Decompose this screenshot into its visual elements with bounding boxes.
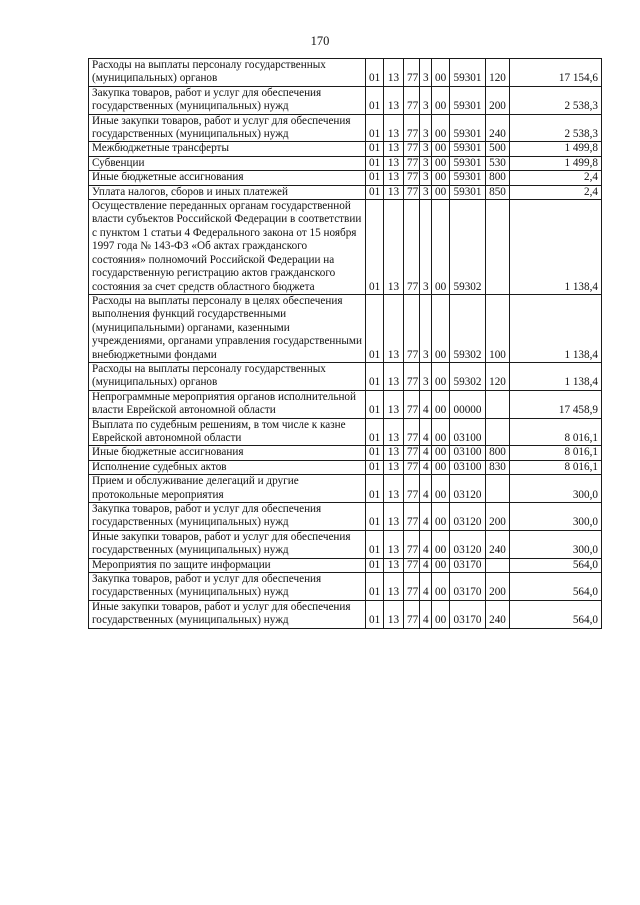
group-code-cell: 00 — [432, 362, 450, 390]
item-code-cell: 59301 — [450, 185, 486, 199]
ministry-code-cell: 01 — [366, 362, 384, 390]
group-code-cell: 00 — [432, 530, 450, 558]
table-row — [89, 171, 602, 185]
subprogram-code-cell: 4 — [420, 600, 432, 628]
subprogram-code-cell: 4 — [420, 446, 432, 460]
ministry-code-cell: 01 — [366, 530, 384, 558]
budget-table-body — [89, 59, 602, 629]
section-code-cell: 13 — [384, 59, 404, 87]
group-code-cell: 00 — [432, 171, 450, 185]
table-row — [89, 558, 602, 572]
subprogram-code-cell: 4 — [420, 418, 432, 446]
expense-type-cell: 500 — [486, 142, 510, 156]
table-row — [89, 86, 602, 114]
item-code-cell: 59301 — [450, 142, 486, 156]
expense-type-cell: 200 — [486, 503, 510, 531]
expense-type-cell: 120 — [486, 362, 510, 390]
program-code-cell: 77 — [404, 475, 420, 503]
expense-type-cell: 800 — [486, 171, 510, 185]
amount-cell: 1 499,8 — [510, 156, 602, 170]
subprogram-code-cell: 3 — [420, 86, 432, 114]
amount-cell: 2,4 — [510, 185, 602, 199]
amount-cell: 8 016,1 — [510, 446, 602, 460]
subprogram-code-cell: 3 — [420, 294, 432, 362]
expense-type-cell: 100 — [486, 294, 510, 362]
item-code-cell: 03100 — [450, 418, 486, 446]
section-code-cell: 13 — [384, 460, 404, 474]
row-name-cell: Исполнение судебных актов — [89, 460, 366, 474]
group-code-cell: 00 — [432, 600, 450, 628]
program-code-cell: 77 — [404, 156, 420, 170]
row-name-cell: Выплата по судебным решениям, в том числе к казне Еврейской автономной области — [89, 418, 366, 446]
expense-type-cell: 200 — [486, 86, 510, 114]
subprogram-code-cell: 4 — [420, 460, 432, 474]
item-code-cell: 59301 — [450, 156, 486, 170]
item-code-cell: 59302 — [450, 362, 486, 390]
item-code-cell: 03120 — [450, 503, 486, 531]
row-name-cell: Расходы на выплаты персоналу в целях обеспечения выполнения функций государственными (муниципальными) органами, казенными учреждениями, органами управления государственными внебюджетными фондами — [89, 294, 366, 362]
ministry-code-cell: 01 — [366, 418, 384, 446]
expense-type-cell: 850 — [486, 185, 510, 199]
expense-type-cell: 120 — [486, 59, 510, 87]
amount-cell: 300,0 — [510, 475, 602, 503]
ministry-code-cell: 01 — [366, 558, 384, 572]
row-name-cell: Непрограммные мероприятия органов исполнительной власти Еврейской автономной области — [89, 390, 366, 418]
table-row — [89, 600, 602, 628]
section-code-cell: 13 — [384, 530, 404, 558]
ministry-code-cell: 01 — [366, 573, 384, 601]
ministry-code-cell: 01 — [366, 600, 384, 628]
program-code-cell: 77 — [404, 86, 420, 114]
ministry-code-cell: 01 — [366, 200, 384, 295]
subprogram-code-cell: 4 — [420, 558, 432, 572]
row-name-cell: Расходы на выплаты персоналу государственных (муниципальных) органов — [89, 362, 366, 390]
table-row — [89, 200, 602, 295]
row-name-cell: Иные закупки товаров, работ и услуг для обеспечения государственных (муниципальных) нужд — [89, 114, 366, 142]
table-row — [89, 475, 602, 503]
table-row — [89, 156, 602, 170]
row-name-cell: Расходы на выплаты персоналу государственных (муниципальных) органов — [89, 59, 366, 87]
program-code-cell: 77 — [404, 200, 420, 295]
ministry-code-cell: 01 — [366, 59, 384, 87]
item-code-cell: 59301 — [450, 59, 486, 87]
item-code-cell: 03120 — [450, 475, 486, 503]
row-name-cell: Прием и обслуживание делегаций и другие протокольные мероприятия — [89, 475, 366, 503]
row-name-cell: Иные закупки товаров, работ и услуг для обеспечения государственных (муниципальных) нужд — [89, 600, 366, 628]
section-code-cell: 13 — [384, 558, 404, 572]
program-code-cell: 77 — [404, 362, 420, 390]
program-code-cell: 77 — [404, 530, 420, 558]
group-code-cell: 00 — [432, 114, 450, 142]
subprogram-code-cell: 3 — [420, 185, 432, 199]
item-code-cell: 59301 — [450, 114, 486, 142]
item-code-cell: 59302 — [450, 200, 486, 295]
table-row — [89, 362, 602, 390]
group-code-cell: 00 — [432, 446, 450, 460]
item-code-cell: 59301 — [450, 86, 486, 114]
table-row — [89, 59, 602, 87]
table-row — [89, 114, 602, 142]
item-code-cell: 59301 — [450, 171, 486, 185]
section-code-cell: 13 — [384, 294, 404, 362]
table-row — [89, 446, 602, 460]
ministry-code-cell: 01 — [366, 446, 384, 460]
row-name-cell: Иные бюджетные ассигнования — [89, 446, 366, 460]
ministry-code-cell: 01 — [366, 294, 384, 362]
table-row — [89, 390, 602, 418]
item-code-cell: 03100 — [450, 446, 486, 460]
table-row — [89, 294, 602, 362]
table-row — [89, 503, 602, 531]
table-row — [89, 573, 602, 601]
program-code-cell: 77 — [404, 503, 420, 531]
section-code-cell: 13 — [384, 390, 404, 418]
section-code-cell: 13 — [384, 503, 404, 531]
section-code-cell: 13 — [384, 142, 404, 156]
amount-cell: 1 138,4 — [510, 200, 602, 295]
program-code-cell: 77 — [404, 171, 420, 185]
budget-table — [88, 58, 602, 629]
item-code-cell: 03170 — [450, 573, 486, 601]
program-code-cell: 77 — [404, 185, 420, 199]
group-code-cell: 00 — [432, 390, 450, 418]
table-row — [89, 418, 602, 446]
program-code-cell: 77 — [404, 59, 420, 87]
program-code-cell: 77 — [404, 418, 420, 446]
subprogram-code-cell: 3 — [420, 362, 432, 390]
program-code-cell: 77 — [404, 558, 420, 572]
expense-type-cell: 200 — [486, 573, 510, 601]
row-name-cell: Закупка товаров, работ и услуг для обеспечения государственных (муниципальных) нужд — [89, 503, 366, 531]
amount-cell: 564,0 — [510, 600, 602, 628]
subprogram-code-cell: 4 — [420, 390, 432, 418]
section-code-cell: 13 — [384, 171, 404, 185]
group-code-cell: 00 — [432, 200, 450, 295]
expense-type-cell: 240 — [486, 600, 510, 628]
table-row — [89, 460, 602, 474]
row-name-cell: Межбюджетные трансферты — [89, 142, 366, 156]
ministry-code-cell: 01 — [366, 142, 384, 156]
section-code-cell: 13 — [384, 446, 404, 460]
row-name-cell: Закупка товаров, работ и услуг для обеспечения государственных (муниципальных) нужд — [89, 573, 366, 601]
group-code-cell: 00 — [432, 142, 450, 156]
row-name-cell: Уплата налогов, сборов и иных платежей — [89, 185, 366, 199]
expense-type-cell: 240 — [486, 530, 510, 558]
amount-cell: 2,4 — [510, 171, 602, 185]
amount-cell: 8 016,1 — [510, 418, 602, 446]
table-row — [89, 142, 602, 156]
program-code-cell: 77 — [404, 294, 420, 362]
expense-type-cell — [486, 390, 510, 418]
section-code-cell: 13 — [384, 418, 404, 446]
expense-type-cell: 830 — [486, 460, 510, 474]
page-number: 170 — [310, 34, 330, 48]
row-name-cell: Осуществление переданных органам государственной власти субъектов Российской Федерации в соответствии с пунктом 1 статьи 4 Федерального закона от 15 ноября 1997 года № 143-ФЗ «Об актах гражданского состояния» полномочий Российской Федерации на государственную регистрацию актов гражданского состояния за счет средств областного бюджета — [89, 200, 366, 295]
subprogram-code-cell: 4 — [420, 475, 432, 503]
subprogram-code-cell: 4 — [420, 503, 432, 531]
item-code-cell: 00000 — [450, 390, 486, 418]
ministry-code-cell: 01 — [366, 171, 384, 185]
expense-type-cell: 800 — [486, 446, 510, 460]
group-code-cell: 00 — [432, 86, 450, 114]
expense-type-cell — [486, 200, 510, 295]
amount-cell: 1 138,4 — [510, 362, 602, 390]
program-code-cell: 77 — [404, 446, 420, 460]
group-code-cell: 00 — [432, 59, 450, 87]
subprogram-code-cell: 3 — [420, 200, 432, 295]
item-code-cell: 03170 — [450, 558, 486, 572]
section-code-cell: 13 — [384, 86, 404, 114]
subprogram-code-cell: 3 — [420, 114, 432, 142]
ministry-code-cell: 01 — [366, 390, 384, 418]
table-row — [89, 185, 602, 199]
program-code-cell: 77 — [404, 600, 420, 628]
row-name-cell: Субвенции — [89, 156, 366, 170]
subprogram-code-cell: 3 — [420, 142, 432, 156]
subprogram-code-cell: 3 — [420, 156, 432, 170]
amount-cell: 300,0 — [510, 503, 602, 531]
group-code-cell: 00 — [432, 418, 450, 446]
ministry-code-cell: 01 — [366, 86, 384, 114]
section-code-cell: 13 — [384, 114, 404, 142]
group-code-cell: 00 — [432, 294, 450, 362]
expense-type-cell: 530 — [486, 156, 510, 170]
program-code-cell: 77 — [404, 142, 420, 156]
row-name-cell: Закупка товаров, работ и услуг для обеспечения государственных (муниципальных) нужд — [89, 86, 366, 114]
amount-cell: 2 538,3 — [510, 114, 602, 142]
expense-type-cell — [486, 418, 510, 446]
program-code-cell: 77 — [404, 460, 420, 474]
ministry-code-cell: 01 — [366, 156, 384, 170]
subprogram-code-cell: 4 — [420, 573, 432, 601]
item-code-cell: 03120 — [450, 530, 486, 558]
section-code-cell: 13 — [384, 362, 404, 390]
group-code-cell: 00 — [432, 503, 450, 531]
group-code-cell: 00 — [432, 156, 450, 170]
section-code-cell: 13 — [384, 475, 404, 503]
program-code-cell: 77 — [404, 390, 420, 418]
subprogram-code-cell: 3 — [420, 171, 432, 185]
program-code-cell: 77 — [404, 573, 420, 601]
ministry-code-cell: 01 — [366, 503, 384, 531]
amount-cell: 564,0 — [510, 558, 602, 572]
group-code-cell: 00 — [432, 185, 450, 199]
program-code-cell: 77 — [404, 114, 420, 142]
expense-type-cell — [486, 475, 510, 503]
group-code-cell: 00 — [432, 573, 450, 601]
group-code-cell: 00 — [432, 460, 450, 474]
section-code-cell: 13 — [384, 156, 404, 170]
item-code-cell: 03100 — [450, 460, 486, 474]
item-code-cell: 03170 — [450, 600, 486, 628]
row-name-cell: Мероприятия по защите информации — [89, 558, 366, 572]
subprogram-code-cell: 3 — [420, 59, 432, 87]
amount-cell: 17 154,6 — [510, 59, 602, 87]
row-name-cell: Иные закупки товаров, работ и услуг для обеспечения государственных (муниципальных) нужд — [89, 530, 366, 558]
group-code-cell: 00 — [432, 475, 450, 503]
row-name-cell: Иные бюджетные ассигнования — [89, 171, 366, 185]
item-code-cell: 59302 — [450, 294, 486, 362]
ministry-code-cell: 01 — [366, 114, 384, 142]
amount-cell: 1 138,4 — [510, 294, 602, 362]
ministry-code-cell: 01 — [366, 475, 384, 503]
amount-cell: 17 458,9 — [510, 390, 602, 418]
amount-cell: 564,0 — [510, 573, 602, 601]
expense-type-cell — [486, 558, 510, 572]
ministry-code-cell: 01 — [366, 460, 384, 474]
group-code-cell: 00 — [432, 558, 450, 572]
table-row — [89, 530, 602, 558]
amount-cell: 300,0 — [510, 530, 602, 558]
section-code-cell: 13 — [384, 200, 404, 295]
amount-cell: 1 499,8 — [510, 142, 602, 156]
section-code-cell: 13 — [384, 185, 404, 199]
section-code-cell: 13 — [384, 600, 404, 628]
amount-cell: 2 538,3 — [510, 86, 602, 114]
expense-type-cell: 240 — [486, 114, 510, 142]
subprogram-code-cell: 4 — [420, 530, 432, 558]
amount-cell: 8 016,1 — [510, 460, 602, 474]
section-code-cell: 13 — [384, 573, 404, 601]
ministry-code-cell: 01 — [366, 185, 384, 199]
